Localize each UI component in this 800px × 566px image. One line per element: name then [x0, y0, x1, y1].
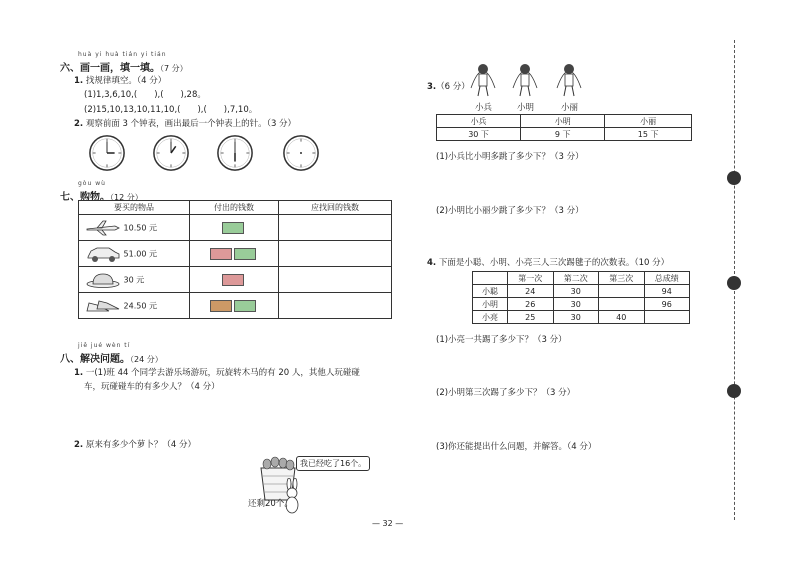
shop-row-hat [79, 267, 392, 293]
q6-1-line2: (2)15,10,13,10,11,10,( ),( ),7,10。 [84, 105, 258, 115]
q4-row1-c1: 24 [508, 285, 554, 298]
shoes-icon [85, 297, 121, 315]
section6-points: （7 分） [160, 64, 188, 73]
q3-sub2: (2)小明比小丽少跳了多少下？（3 分） [436, 206, 584, 216]
banknote-icon [210, 300, 232, 312]
q4-row2-c1: 26 [508, 298, 554, 311]
q4-header-3: 第三次 [599, 272, 645, 285]
q6-2-points: （3 分） [266, 119, 297, 129]
q3-count-2: 9 下 [521, 128, 605, 141]
binding-hole [727, 276, 741, 290]
q8-1-num: 1. [74, 368, 84, 378]
q8-2-num: 2. [74, 440, 84, 450]
q4-header-1: 第一次 [508, 272, 554, 285]
q3-heading [427, 80, 470, 92]
q3-name-3: 小丽 [605, 115, 692, 128]
q3-caption-1: 小兵 [475, 103, 493, 113]
q3-points: （6 分） [436, 82, 470, 92]
q4-row2-total: 96 [644, 298, 690, 311]
shop-price-shoes: 24.50 元 [123, 301, 157, 310]
banknote-icon [234, 248, 256, 260]
page-number: — 32 — [372, 519, 404, 528]
shop-paid-car [190, 241, 279, 267]
section8-pinyin: jiě jué wèn tí [78, 342, 131, 349]
shop-price-plane: 10.50 元 [123, 223, 157, 232]
shop-change-shoes-blank[interactable] [279, 293, 392, 319]
q6-1-points: （4 分） [136, 76, 167, 86]
q8-2 [74, 438, 196, 450]
shop-price-car: 51.00 元 [123, 249, 157, 258]
q4-row3-total [644, 311, 690, 324]
q6-2 [74, 117, 296, 129]
shop-row-shoes [79, 293, 392, 319]
q8-1-line1 [74, 366, 360, 378]
q4-row3-c1: 25 [508, 311, 554, 324]
q6-1 [74, 74, 166, 86]
shop-price-hat: 30 元 [123, 275, 145, 284]
clock-2 [152, 134, 190, 172]
shopping-table [78, 200, 392, 319]
q8-2-text: 原来有多少个萝卜？（4 分） [85, 440, 196, 450]
q3-name-1: 小兵 [437, 115, 521, 128]
kid-jumping-rope-icon [468, 58, 498, 98]
banknote-icon [234, 300, 256, 312]
banknote-icon [222, 274, 244, 286]
hat-icon [85, 272, 121, 288]
q4-sub1: (1)小亮一共踢了多少下？（3 分） [436, 335, 567, 345]
shop-row-plane [79, 215, 392, 241]
q4-row3-c2: 30 [553, 311, 599, 324]
q4-row3-c3: 40 [599, 311, 645, 324]
clock-4-blank[interactable] [282, 134, 320, 172]
q3-name-2: 小明 [521, 115, 605, 128]
plane-toy-icon [85, 220, 121, 236]
q6-1-text: 找规律填空。 [85, 76, 137, 86]
shuttlecock-table [472, 271, 690, 324]
q6-2-num: 2. [74, 119, 84, 129]
banknote-icon [222, 222, 244, 234]
q4-header-2: 第二次 [553, 272, 599, 285]
section8-title [60, 350, 163, 365]
q4-header-total: 总成绩 [644, 272, 690, 285]
q3-num: 3. [427, 82, 437, 92]
shop-paid-shoes [190, 293, 279, 319]
section8-points: （24 分） [130, 355, 163, 364]
shop-header-item: 要买的物品 [79, 201, 190, 215]
q4-sub3: (3)你还能提出什么问题，并解答。（4 分） [436, 442, 597, 452]
q4-header-blank [473, 272, 508, 285]
q4-row2-name: 小明 [473, 298, 508, 311]
shop-change-plane-blank[interactable] [279, 215, 392, 241]
clock-1 [88, 134, 126, 172]
section8-title-text: 八、解决问题。 [60, 354, 130, 365]
shop-paid-hat [190, 267, 279, 293]
shop-row-car [79, 241, 392, 267]
shop-change-hat-blank[interactable] [279, 267, 392, 293]
q4-row2-c2: 30 [553, 298, 599, 311]
q3-count-1: 30 下 [437, 128, 521, 141]
shop-header-change: 应找回的钱数 [279, 201, 392, 215]
q4-row1-total: 94 [644, 285, 690, 298]
q3-caption-3: 小丽 [561, 103, 579, 113]
kid-jumping-rope-icon [554, 58, 584, 98]
banknote-icon [210, 248, 232, 260]
q3-sub1: (1)小兵比小明多跳了多少下？（3 分） [436, 152, 584, 162]
shop-paid-plane [190, 215, 279, 241]
section7-points: （12 分） [110, 193, 143, 202]
binding-hole [727, 384, 741, 398]
clock-3 [216, 134, 254, 172]
q4-heading [427, 256, 669, 268]
shop-header-paid: 付出的钱数 [190, 201, 279, 215]
shop-change-car-blank[interactable] [279, 241, 392, 267]
q4-row1-c2: 30 [553, 285, 599, 298]
q6-1-line1: (1)1,3,6,10,( ),( ),28。 [84, 90, 206, 100]
q8-1-line2: 车，玩碰碰车的有多少人？（4 分） [84, 382, 220, 392]
binding-hole [727, 171, 741, 185]
q3-caption-2: 小明 [517, 103, 535, 113]
q4-row1-c3 [599, 285, 645, 298]
q6-2-text: 观察前面 3 个钟表，画出最后一个钟表上的针。 [85, 119, 267, 129]
q4-sub2: (2)小明第三次踢了多少下？（3 分） [436, 388, 576, 398]
q4-row2-c3 [599, 298, 645, 311]
speech-bubble [296, 456, 370, 471]
q3-count-3: 15 下 [605, 128, 692, 141]
section7-title-text: 七、购物。 [60, 192, 110, 203]
section7-pinyin: gòu wù [78, 180, 106, 187]
section6-title [60, 59, 188, 74]
q4-points: （10 分） [634, 258, 670, 268]
q8-1-text: 一(1)班 44 个同学去游乐场游玩，玩旋转木马的有 20 人，其他人玩碰碰 [85, 368, 360, 378]
q4-row1-name: 小聪 [473, 285, 508, 298]
jump-rope-table [436, 114, 692, 141]
toy-car-icon [85, 245, 121, 263]
section6-title-text: 六、画一画，填一填。 [60, 63, 160, 74]
q4-num: 4. [427, 258, 437, 268]
q4-text: 下面是小聪、小明、小亮三人三次踢毽子的次数表。 [438, 258, 635, 268]
q6-1-num: 1. [74, 76, 84, 86]
remain-label: 还剩20个。 [248, 499, 293, 509]
speech-bubble-text: 我已经吃了16个。 [300, 459, 367, 468]
kid-jumping-rope-icon [510, 58, 540, 98]
section6-pinyin: huà yi huà tián yi tián [78, 51, 167, 58]
q4-row3-name: 小亮 [473, 311, 508, 324]
